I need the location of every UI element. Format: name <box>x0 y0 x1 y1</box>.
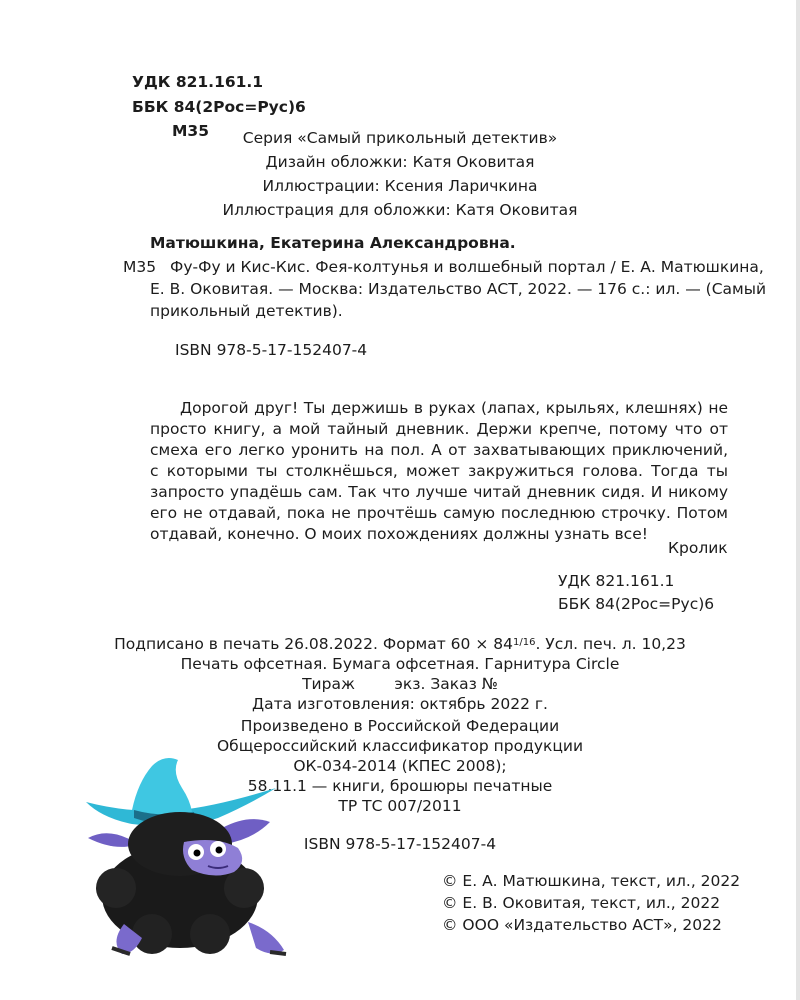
product-category: 58.11.1 — книги, брошюры печатные <box>247 777 553 795</box>
author-heading: Матюшкина, Екатерина Александровна. <box>150 234 516 252</box>
signed-suffix: . Усл. печ. л. 10,23 <box>535 635 686 653</box>
bib-line-2: Е. В. Оковитая. — Москва: Издательство АСТ, 2022. — 176 с.: ил. — (Самый <box>150 280 767 298</box>
copyright-line: © Е. В. Оковитая, текст, ил., 2022 <box>442 894 721 912</box>
production-country: Произведено в Российской Федерации <box>240 717 560 735</box>
wizard-sheep-illustration <box>72 748 292 964</box>
udk-top: УДК 821.161.1 <box>132 73 264 91</box>
product-classifier: Общероссийский классификатор продукции <box>216 737 584 755</box>
signed-for-print-line <box>0 637 800 653</box>
cover-illustration-line: Иллюстрация для обложки: Катя Оковитая <box>222 201 578 219</box>
signed-prefix: Подписано в печать 26.08.2022. Формат 60 × 84 <box>114 635 513 653</box>
annotation-text: Дорогой друг! Ты держишь в руках (лапах, крыльях, клешнях) не просто книгу, а мой тайный дневник. Держи крепче, потому что от смеха его легко уронить на пол. А от захватывающих приключений, с которыми ты столкнёшься, может закружиться голова. Тогда ты запросто упадёшь сам. Так что лучше читай дневник сидя. И никому его не отдавай, пока не прочтёшь самую последнюю строчку. Потом отдавай, конечно. О моих похождениях должны узнать все! <box>150 399 728 543</box>
print-type-line: Печать офсетная. Бумага офсетная. Гарнитура Circle <box>180 655 620 673</box>
circulation-line: Тираж экз. Заказ № <box>302 675 498 693</box>
cover-design-line: Дизайн обложки: Катя Оковитая <box>265 153 535 171</box>
udk-bottom: УДК 821.161.1 <box>558 572 675 590</box>
annotation-signature: Кролик <box>668 539 728 557</box>
bib-line-3: прикольный детектив). <box>150 302 343 320</box>
bbk-bottom: ББК 84(2Рос=Рус)6 <box>558 595 715 613</box>
bib-isbn: ISBN 978-5-17-152407-4 <box>175 341 368 359</box>
author-mark-top: М35 <box>172 122 209 140</box>
footer-isbn: ISBN 978-5-17-152407-4 <box>303 835 497 853</box>
annotation-paragraph <box>150 398 728 545</box>
copyright-line: © Е. А. Матюшкина, текст, ил., 2022 <box>442 872 741 890</box>
format-fraction: 1/16 <box>512 637 536 648</box>
series-line: Серия «Самый прикольный детектив» <box>242 129 558 147</box>
bbk-top: ББК 84(2Рос=Рус)6 <box>132 98 306 116</box>
copyright-line: © ООО «Издательство АСТ», 2022 <box>442 916 722 934</box>
bib-mark: М35 <box>123 258 157 276</box>
illustrations-line: Иллюстрации: Ксения Ларичкина <box>262 177 538 195</box>
bib-line-1: Фу-Фу и Кис-Кис. Фея-колтунья и волшебный портал / Е. А. Матюшкина, <box>170 258 764 276</box>
technical-regulation: ТР ТС 007/2011 <box>338 797 462 815</box>
classifier-code: ОК-034-2014 (КПЕС 2008); <box>293 757 507 775</box>
manufacture-date-line: Дата изготовления: октябрь 2022 г. <box>252 695 548 713</box>
